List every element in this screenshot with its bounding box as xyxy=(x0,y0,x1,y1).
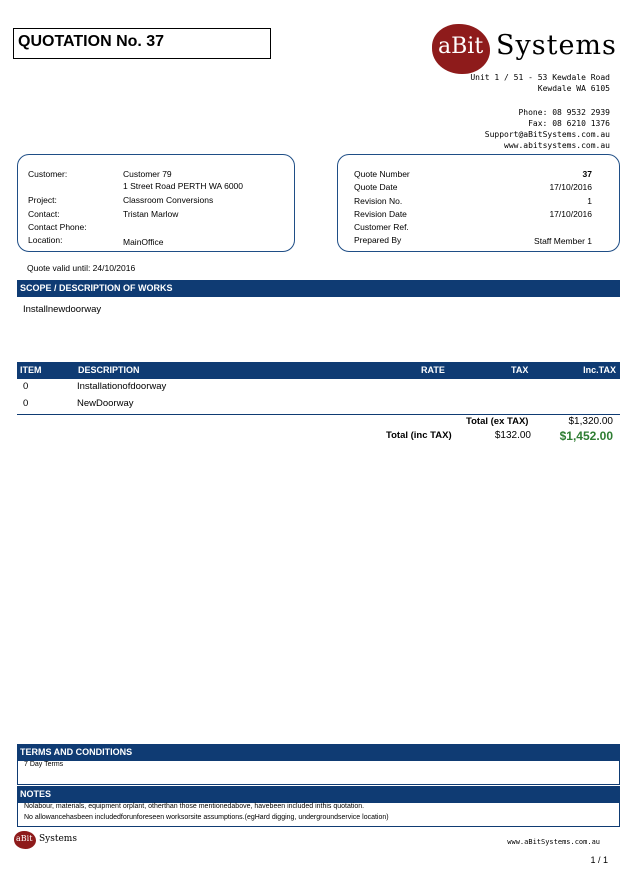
table-bottom-rule xyxy=(17,414,620,415)
project-value: Classroom Conversions xyxy=(123,195,214,205)
logo-prefix: aBit xyxy=(438,34,484,59)
total-inc-tax-value: $1,452.00 xyxy=(559,429,613,443)
customer-panel xyxy=(17,154,295,252)
project-label: Project: xyxy=(28,195,57,205)
terms-box xyxy=(17,761,620,785)
col-inc-tax: Inc.TAX xyxy=(583,365,616,375)
row-description: Installationofdoorway xyxy=(77,381,167,392)
company-email: Support@aBitSystems.com.au xyxy=(484,130,610,139)
footer-logo-prefix: aBit xyxy=(16,834,33,843)
page-number: 1 / 1 xyxy=(590,855,608,865)
row-item: 0 xyxy=(23,398,29,409)
notes-heading: NOTES xyxy=(17,786,620,803)
logo-word: Systems xyxy=(496,30,617,61)
row-description: NewDoorway xyxy=(77,398,134,409)
logo-blob xyxy=(432,24,490,74)
contact-value: Tristan Marlow xyxy=(123,209,179,219)
total-ex-tax-label: Total (ex TAX) xyxy=(466,416,529,427)
footer-website: www.aBitSystems.com.au xyxy=(507,838,600,846)
terms-heading: TERMS AND CONDITIONS xyxy=(17,744,620,761)
contact-label: Contact: xyxy=(28,209,60,219)
quote-date-value: 17/10/2016 xyxy=(549,182,592,192)
address-line-2: Kewdale WA 6105 xyxy=(537,84,610,93)
location-value: MainOffice xyxy=(123,237,164,247)
prepared-by-value: Staff Member 1 xyxy=(534,236,592,246)
notes-line-2: No allowancehasbeen includedforunforeseen worksorsite assumptions.(egHard digging, undergroundservice location) xyxy=(24,814,389,821)
contact-phone-label: Contact Phone: xyxy=(28,222,87,232)
row-item: 0 xyxy=(23,381,29,392)
scope-text: Installnewdoorway xyxy=(23,304,102,315)
notes-box xyxy=(17,803,620,827)
quotation-title: QUOTATION No. 37 xyxy=(13,28,271,59)
quote-valid-until: Quote valid until: 24/10/2016 xyxy=(27,263,136,273)
company-phone: Phone: 08 9532 2939 xyxy=(518,108,610,117)
terms-text: 7 Day Terms xyxy=(24,761,64,768)
scope-heading: SCOPE / DESCRIPTION OF WORKS xyxy=(17,280,620,297)
quote-number-label: Quote Number xyxy=(354,169,410,179)
items-table-header xyxy=(17,362,620,379)
revision-date-label: Revision Date xyxy=(354,209,407,219)
items-table-body xyxy=(17,380,620,414)
quote-number-value: 37 xyxy=(582,169,592,179)
customer-name: Customer 79 xyxy=(123,169,172,179)
quote-date-label: Quote Date xyxy=(354,182,398,192)
revision-no-label: Revision No. xyxy=(354,196,403,206)
col-item: ITEM xyxy=(20,365,42,375)
revision-no-value: 1 xyxy=(587,196,592,206)
quote-panel xyxy=(337,154,620,252)
prepared-by-label: Prepared By xyxy=(354,235,402,245)
col-description: DESCRIPTION xyxy=(78,365,140,375)
col-rate: RATE xyxy=(421,365,445,375)
company-logo xyxy=(432,24,622,79)
footer-logo xyxy=(14,831,84,851)
company-website: www.abitsystems.com.au xyxy=(504,141,610,150)
customer-address: 1 Street Road PERTH WA 6000 xyxy=(123,181,244,191)
footer-logo-blob xyxy=(14,831,36,849)
total-inc-tax-label: Total (inc TAX) xyxy=(386,430,452,441)
location-label: Location: xyxy=(28,235,63,245)
address-line-1: Unit 1 / 51 - 53 Kewdale Road xyxy=(470,73,610,82)
customer-label: Customer: xyxy=(28,169,68,179)
notes-line-1: Nolabour, materials, equipment orplant, otherthan those mentionedabove, havebeen included inthis quotation. xyxy=(24,803,365,810)
total-tax-value: $132.00 xyxy=(494,430,531,441)
customer-ref-label: Customer Ref. xyxy=(354,222,409,232)
company-fax: Fax: 08 6210 1376 xyxy=(528,119,610,128)
revision-date-value: 17/10/2016 xyxy=(549,209,592,219)
company-address xyxy=(470,72,610,94)
footer-logo-word: Systems xyxy=(39,834,77,844)
col-tax: TAX xyxy=(511,365,529,375)
total-ex-tax-value: $1,320.00 xyxy=(568,416,613,427)
company-contact xyxy=(485,107,610,151)
